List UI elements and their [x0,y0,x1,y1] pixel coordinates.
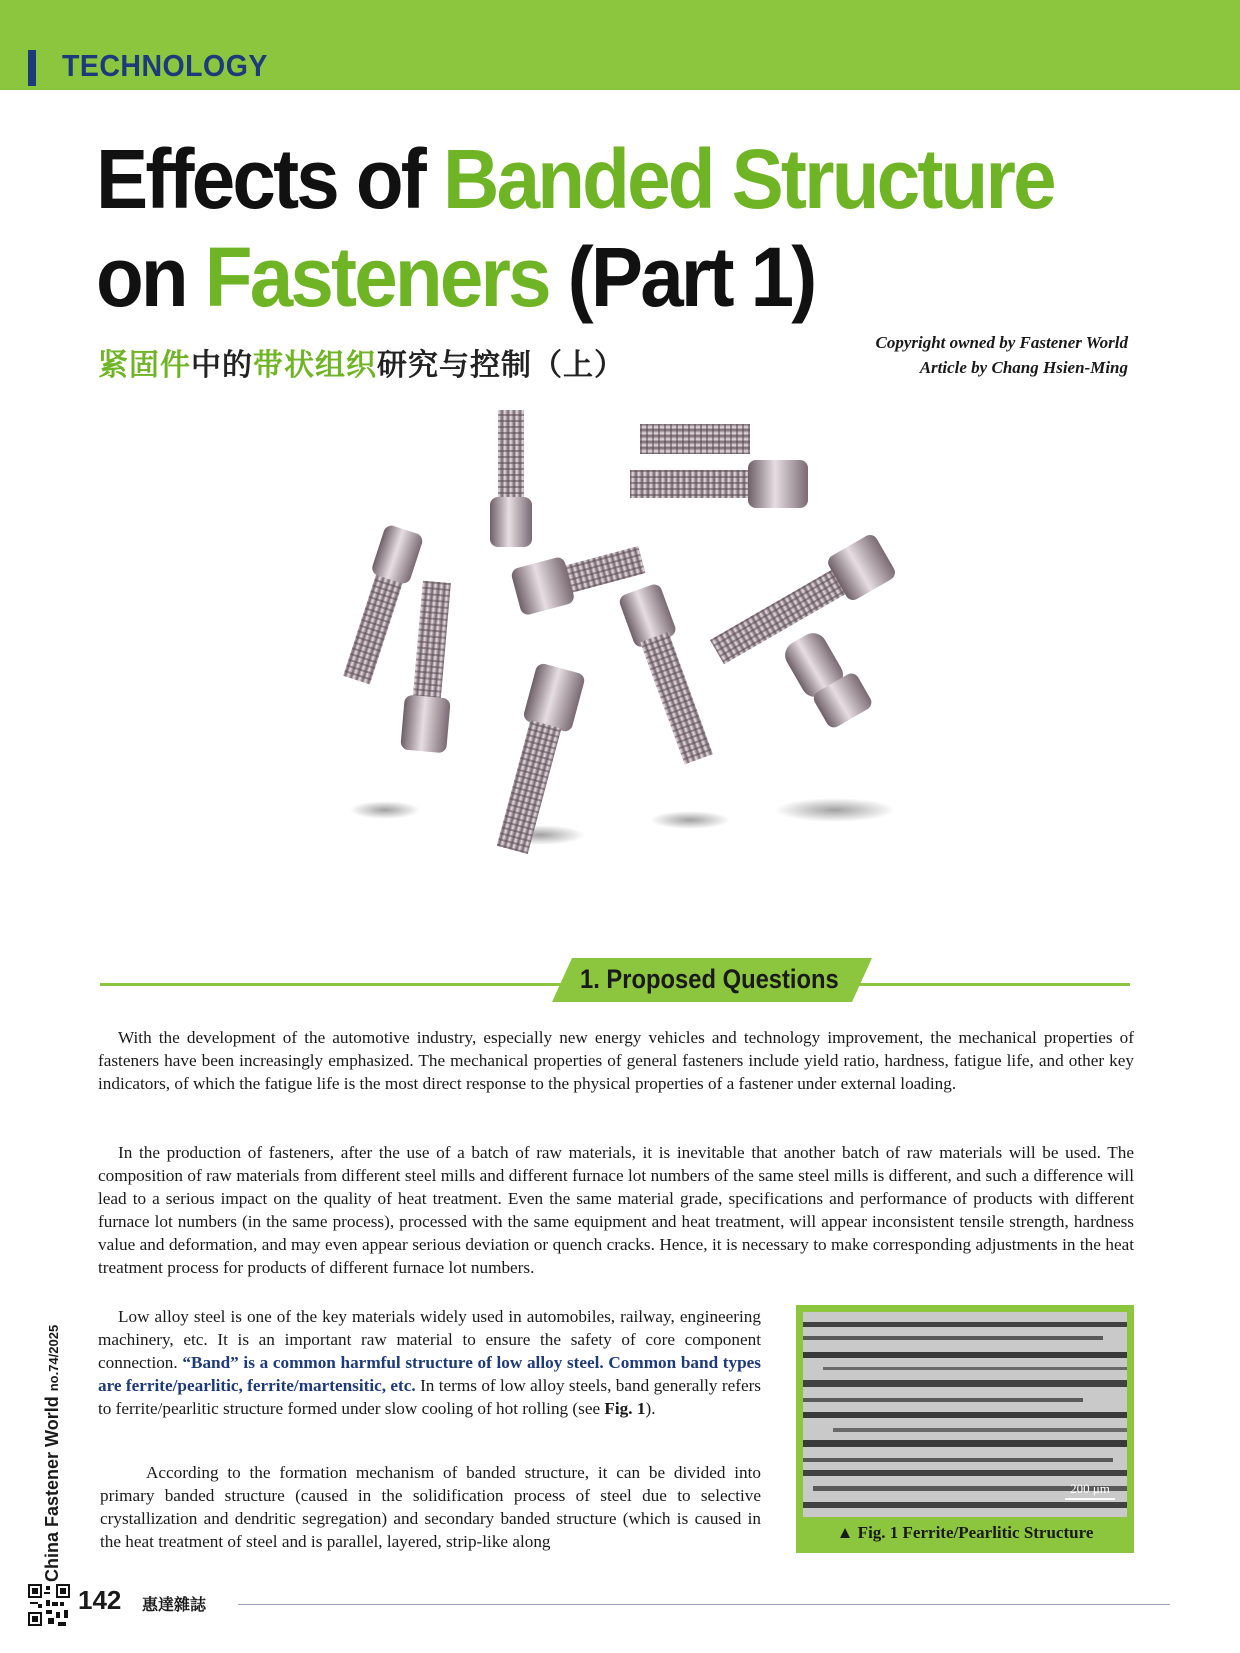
paragraph [98,1305,761,1420]
title-highlight: Banded Structure [442,132,1054,226]
highlight-text: “Band” is a common harmful structure of low alloy steel. Common band types are ferrite/pearlitic, ferrite/martensitic, etc. [98,1353,761,1395]
article-title [96,130,1054,326]
paragraph: According to the formation mechanism of banded structure, it can be divided into primary banded structure (caused in the solidification process of steel due to selective crystallization and dendritic segregation) and secondary banded structure (which is caused in the heat treatment of steel and is parallel, layered, strip-like along [100,1463,761,1551]
qr-code-icon [28,1584,70,1626]
section-label: TECHNOLOGY [62,48,268,83]
magazine-name: 惠達雜誌 [142,1595,207,1614]
heading-title: 1. Proposed Questions [580,964,839,994]
side-issue: no.74/2025 [46,1324,61,1392]
figure-reference: Fig. 1 [604,1399,646,1418]
title-highlight: Fasteners [204,230,549,324]
subtitle-part: 带状组织 [253,348,377,383]
side-title: China Fastener World [42,1391,62,1582]
copyright-line: Copyright owned by Fastener World [875,333,1128,352]
subtitle-part: 紧固件 [98,348,191,383]
subtitle-part: 研究与控制（上） [377,348,625,383]
author-line: Article by Chang Hsien-Ming [919,358,1128,377]
title-part: on [96,230,205,324]
side-issue-label [42,1325,63,1582]
text-run: Low alloy steel is one of the key materials widely used in automobiles, railway, engineering machinery, etc. It is an important raw material to ensure the safety of core component connection. [98,1307,761,1372]
footer-rule [238,1604,1170,1605]
section-heading [100,958,1130,1002]
title-part: Effects of [96,132,443,226]
micrograph-image [803,1312,1127,1517]
fasteners-photo [340,410,940,900]
text-run: In terms of low alloy steels, band generally refers to ferrite/pearlitic structure formed under slow cooling of hot rolling (see [98,1376,761,1418]
figure-1 [796,1305,1134,1553]
paragraph: With the development of the automotive industry, especially new energy vehicles and technology improvement, the mechanical properties of fasteners have been increasingly emphasized. The mechanical properties of general fasteners include yield ratio, hardness, fatigue life, and other key indicators, of which the fatigue life is the most direct response to the physical properties of a fastener under external loading. [98,1028,1134,1093]
scale-bar-label: 200 μm [1070,1481,1110,1496]
page-number: 142 [78,1585,122,1615]
section-marker [28,50,36,86]
subtitle-part: 中的 [191,348,253,383]
title-part: (Part 1) [548,230,815,324]
credits [875,330,1128,380]
figure-caption: ▲ Fig. 1 Ferrite/Pearlitic Structure [836,1523,1094,1542]
paragraph: In the production of fasteners, after the use of a batch of raw materials, it is inevitable that another batch of raw materials will be used. The composition of raw materials from different steel mills and different furnace lot numbers of the same steel mills is different, and such a difference will lead to a serious impact on the quality of heat treatment. Even the same material grade, specifications and performance of products with different furnace lot numbers (in the same process), processed with the same equipment and heat treatment, will appear inconsistent tensile strength, hardness value and deformation, and may even appear serious deviation or quench cracks. Hence, it is necessary to make corresponding adjustments in the heat treatment process for products of different furnace lot numbers. [98,1143,1134,1277]
text-run: ). [645,1399,656,1418]
chinese-subtitle [98,340,625,384]
